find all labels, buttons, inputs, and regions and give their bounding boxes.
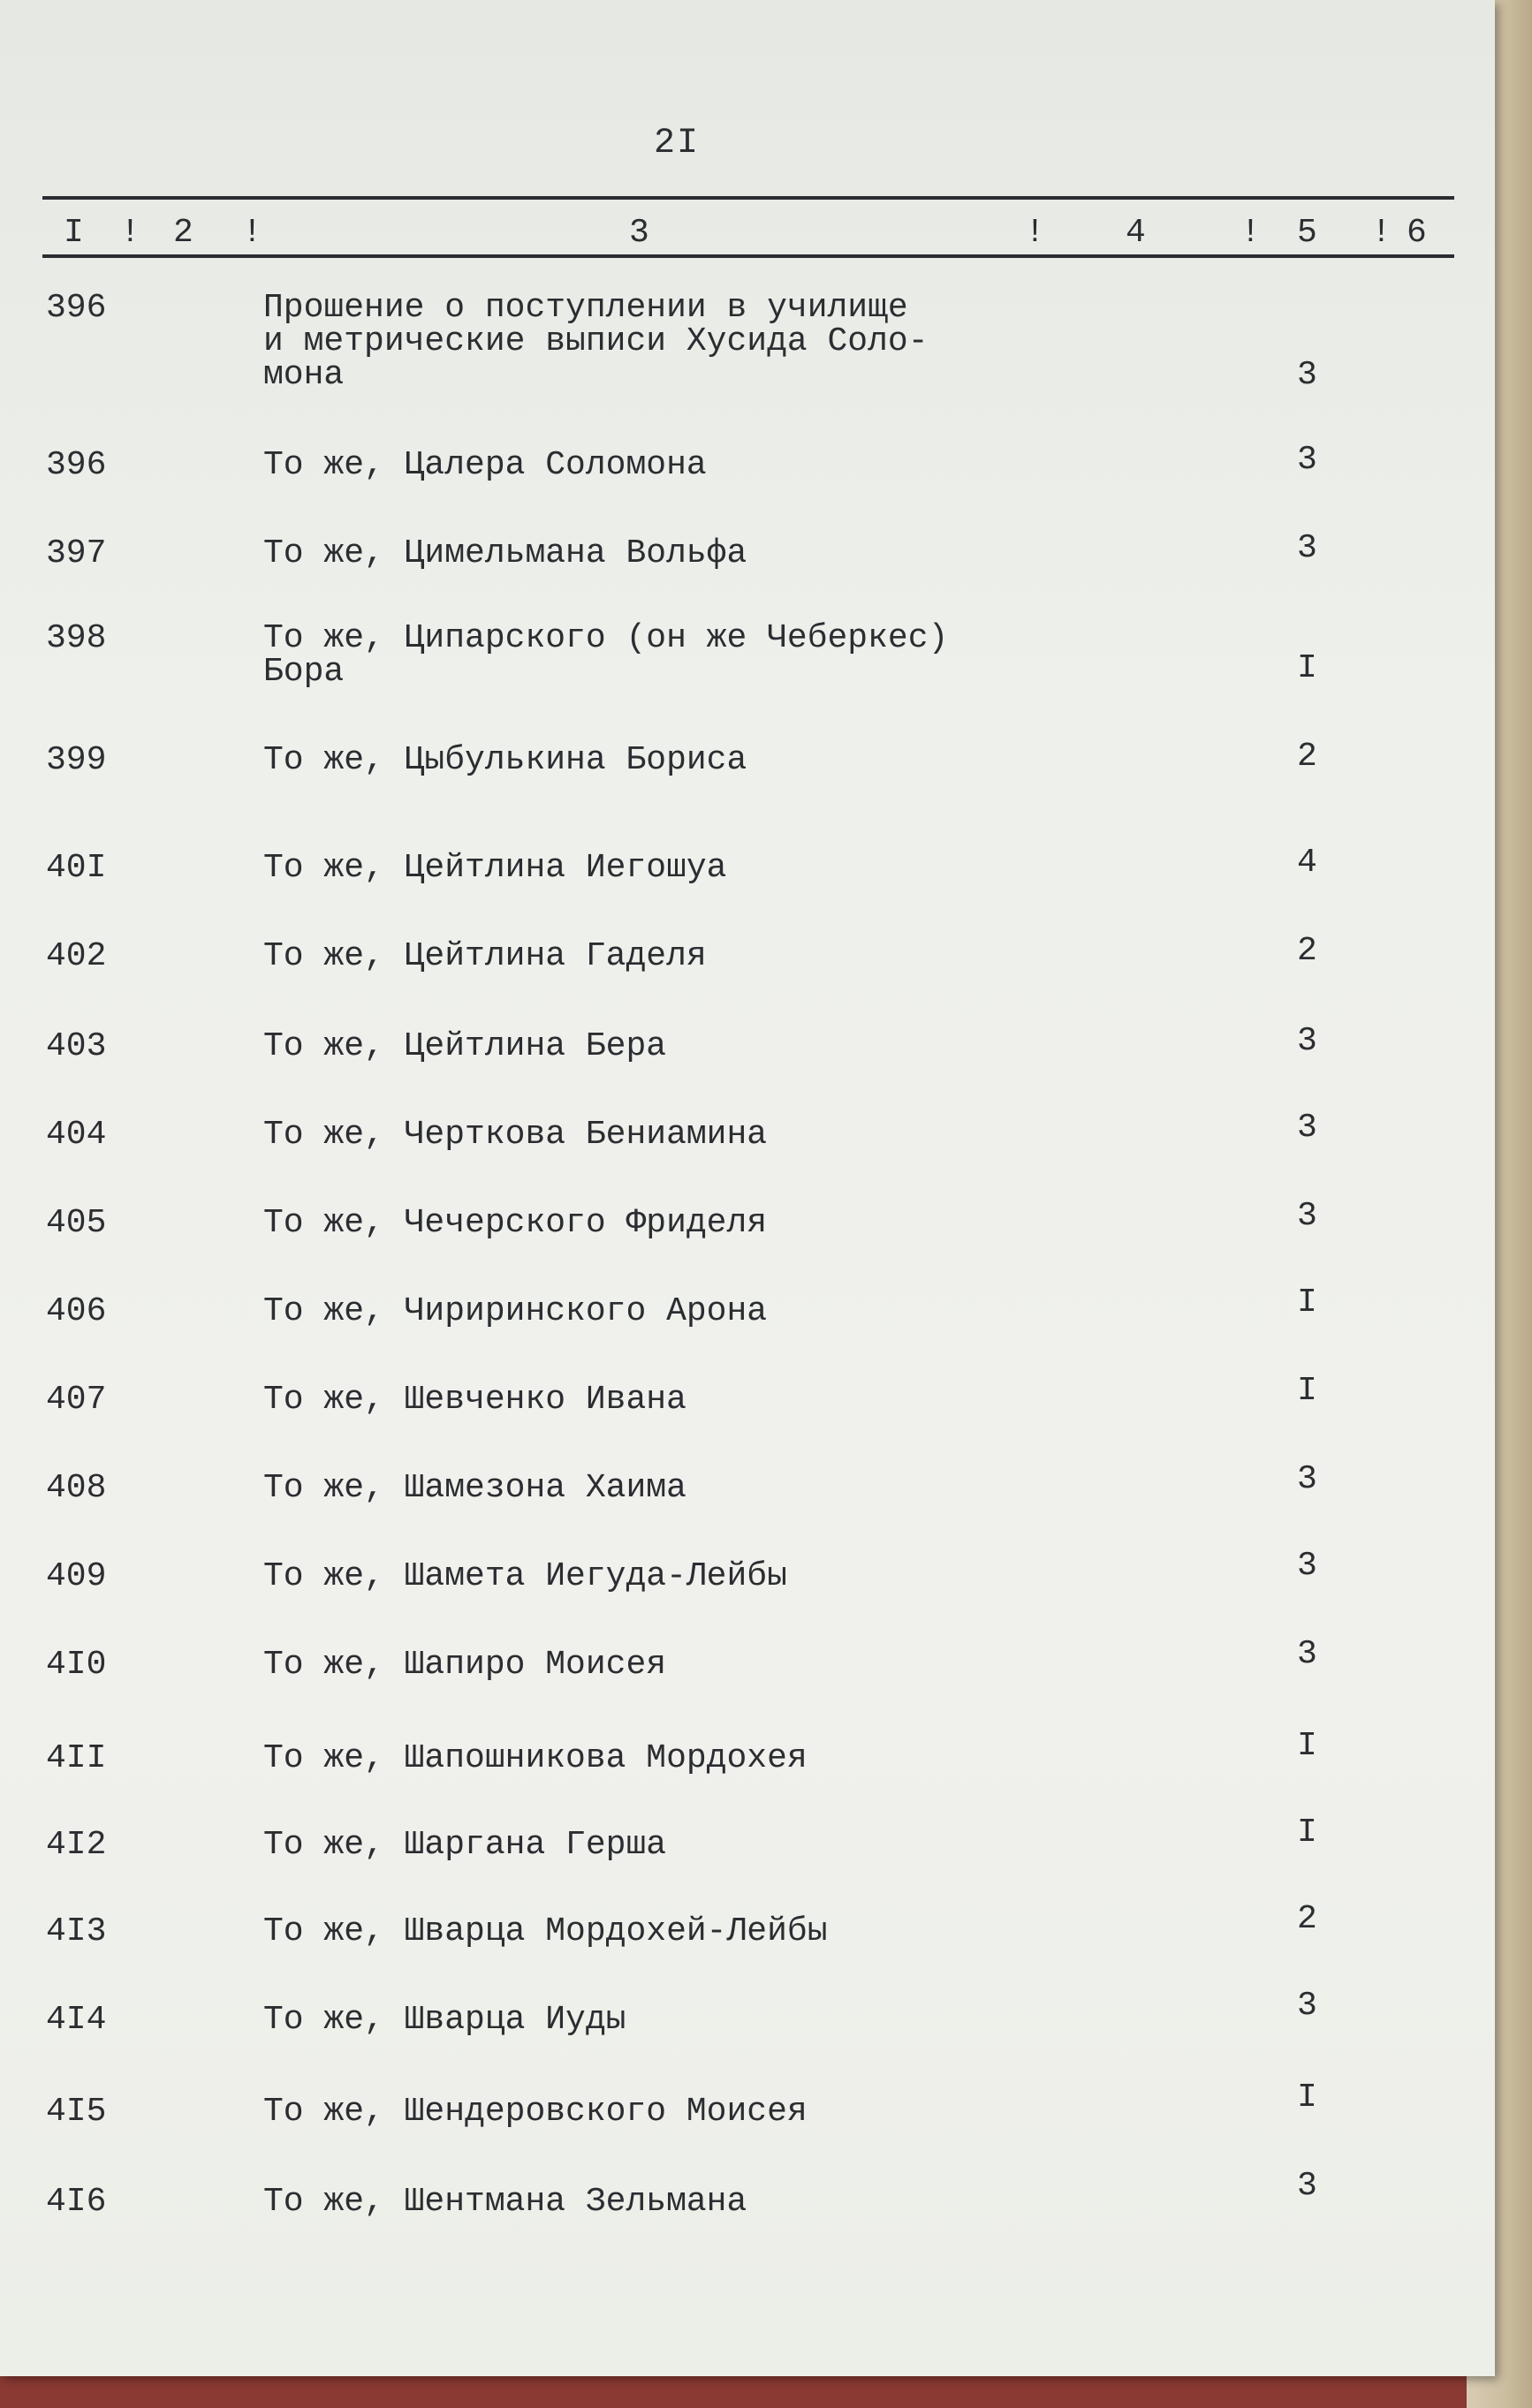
item-description: То же, Чечерского Фриделя bbox=[263, 1204, 768, 1242]
column-separator: ! bbox=[1371, 214, 1392, 252]
sheet-count: 3 bbox=[1297, 356, 1317, 394]
sheet-count: I bbox=[1297, 1727, 1317, 1765]
sheet-count: 3 bbox=[1297, 1547, 1317, 1585]
item-description: То же, Цейтлина Гаделя bbox=[263, 937, 707, 975]
sheet-count: 3 bbox=[1297, 1987, 1317, 2025]
item-description: То же, Шварца Мордохей-Лейбы bbox=[263, 1912, 828, 1950]
column-header-4: 4 bbox=[1126, 214, 1146, 252]
item-number: 4II bbox=[46, 1739, 107, 1777]
item-number: 406 bbox=[46, 1292, 107, 1330]
item-description: То же, Цейтлина Бера bbox=[263, 1027, 667, 1065]
item-description: То же, Шаргана Герша bbox=[263, 1826, 667, 1864]
item-number: 4I3 bbox=[46, 1912, 107, 1950]
item-description: То же, Цалера Соломона bbox=[263, 446, 707, 484]
column-header-6: 6 bbox=[1407, 214, 1427, 252]
item-description: То же, Шевченко Ивана bbox=[263, 1381, 686, 1419]
column-separator: ! bbox=[242, 214, 262, 252]
item-number: 404 bbox=[46, 1116, 107, 1154]
sheet-count: 3 bbox=[1297, 1635, 1317, 1673]
item-number: 4I0 bbox=[46, 1646, 107, 1684]
column-header-1: I bbox=[64, 214, 84, 252]
item-description: То же, Шамезона Хаима bbox=[263, 1469, 686, 1507]
item-number: 405 bbox=[46, 1204, 107, 1242]
sheet-count: 2 bbox=[1297, 1900, 1317, 1938]
sheet-count: I bbox=[1297, 1284, 1317, 1321]
item-description: То же, Черткова Бениамина bbox=[263, 1116, 768, 1154]
item-number: 399 bbox=[46, 741, 107, 779]
sheet-count: 4 bbox=[1297, 844, 1317, 882]
sheet-count: 3 bbox=[1297, 1460, 1317, 1498]
column-header-2: 2 bbox=[173, 214, 193, 252]
sheet-count: I bbox=[1297, 1372, 1317, 1410]
page-number: 2I bbox=[654, 124, 701, 163]
column-header-3: 3 bbox=[629, 214, 649, 252]
column-separator: ! bbox=[1025, 214, 1045, 252]
column-separator: ! bbox=[120, 214, 140, 252]
sheet-count: 3 bbox=[1297, 441, 1317, 479]
item-number: 40I bbox=[46, 849, 107, 887]
item-description: То же, Цейтлина Иегошуа bbox=[263, 849, 727, 887]
item-number: 398 bbox=[46, 619, 107, 657]
sheet-count: 3 bbox=[1297, 1197, 1317, 1235]
item-number: 4I6 bbox=[46, 2183, 107, 2221]
item-number: 4I4 bbox=[46, 2001, 107, 2039]
item-number: 403 bbox=[46, 1027, 107, 1065]
item-description: То же, Шендеровского Моисея bbox=[263, 2093, 808, 2131]
item-description: То же, Шапошникова Мордохея bbox=[263, 1739, 808, 1777]
column-header-5: 5 bbox=[1297, 214, 1317, 252]
item-number: 397 bbox=[46, 534, 107, 572]
item-number: 4I2 bbox=[46, 1826, 107, 1864]
sheet-count: I bbox=[1297, 649, 1317, 687]
item-description: То же, Ципарского (он же Чеберкес) Бора bbox=[263, 619, 949, 691]
item-description: То же, Шапиро Моисея bbox=[263, 1646, 667, 1684]
sheet-count: 3 bbox=[1297, 1022, 1317, 1060]
sheet-count: 3 bbox=[1297, 529, 1317, 567]
item-description: То же, Чириринского Арона bbox=[263, 1292, 768, 1330]
column-separator: ! bbox=[1240, 214, 1261, 252]
item-number: 4I5 bbox=[46, 2093, 107, 2131]
sheet-count: I bbox=[1297, 1814, 1317, 1851]
sheet-count: 2 bbox=[1297, 738, 1317, 776]
item-description: То же, Шентмана Зельмана bbox=[263, 2183, 747, 2221]
item-description: То же, Цыбулькина Бориса bbox=[263, 741, 747, 779]
item-number: 408 bbox=[46, 1469, 107, 1507]
item-number: 402 bbox=[46, 937, 107, 975]
sheet-count: 3 bbox=[1297, 2167, 1317, 2205]
sheet-count: 2 bbox=[1297, 932, 1317, 970]
item-number: 407 bbox=[46, 1381, 107, 1419]
sheet-count: I bbox=[1297, 2079, 1317, 2116]
item-number: 396 bbox=[46, 289, 107, 327]
sheet-count: 3 bbox=[1297, 1109, 1317, 1147]
item-description: То же, Цимельмана Вольфа bbox=[263, 534, 747, 572]
item-description: То же, Шамета Иегуда-Лейбы bbox=[263, 1557, 787, 1595]
item-description: Прошение о поступлении в училище и метрические выписи Хусида Соло- мона bbox=[263, 289, 929, 394]
item-description: То же, Шварца Иуды bbox=[263, 2001, 626, 2039]
item-number: 409 bbox=[46, 1557, 107, 1595]
item-number: 396 bbox=[46, 446, 107, 484]
